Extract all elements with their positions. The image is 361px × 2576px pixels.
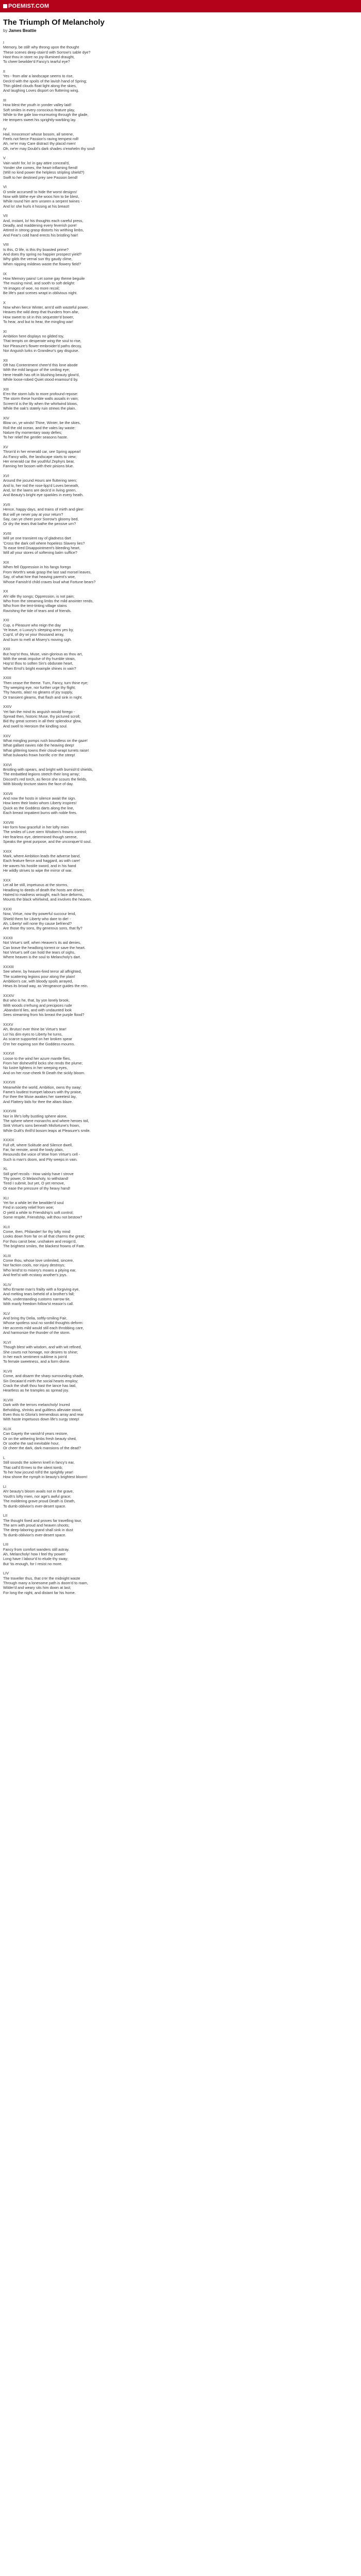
stanza-number: XXXV — [3, 1022, 13, 1027]
poem-line: How blest the youth in yonder valley laid! — [3, 103, 72, 108]
poem-line: Mounts the black whirlwind, and involves the heaven. — [3, 897, 92, 902]
poem-line: From Worth's weak grasp the last sad morsel leaves, — [3, 569, 92, 574]
poem-line: Nor in life's lofty bustling sphere alone, — [3, 1113, 68, 1118]
poem-line: Still sounds the solemn knell in fancy's ear, — [3, 1460, 75, 1465]
poem-line: And on her rose-cheek fit Death the sickly bloom. — [3, 1070, 85, 1075]
poem-line: Fanning her bosom with their pinions blue. — [3, 464, 74, 469]
poem-line: Tired I submit, but yet, O yet remove, — [3, 1181, 65, 1186]
poem-line: Ye leave, o Luxury's sleeping arms yes by, — [3, 627, 74, 632]
poem-line: Now when fierce Winter, arm'd with wasteful power, — [3, 304, 89, 310]
poem-line: Mark, where Ambition leads the adverse band, — [3, 854, 81, 859]
stanza-number: XL — [3, 1166, 8, 1172]
poem-line: Yet fain the mind its anguish would forego - — [3, 709, 75, 714]
poem-line: And swell to Heroism the kindling soul. — [3, 723, 68, 728]
stanza-number: XLII — [3, 1224, 10, 1229]
poem-line: Loose to the wind her azure mantle flies, — [3, 1056, 71, 1061]
stanza-number: XLIX — [3, 1427, 11, 1431]
poem-line: Hail, Innocence! whose bosom, all serene, — [3, 131, 74, 137]
poem-line: How shone the nymph in beauty's brightest bloom! — [3, 1475, 88, 1480]
poem-line: What glittering towns their cloud-wrapt turrets raise! — [3, 748, 89, 753]
poem-byline — [3, 28, 358, 33]
stanza-number: XXXIII — [3, 964, 14, 969]
stanza-number: XX — [3, 589, 8, 594]
poem-line: And lo, her rod the rose-lipp'd Loves beneath, — [3, 483, 79, 488]
poem-line: Sin Decaian'd mirth the social hearts employ; — [3, 1378, 78, 1383]
poem-line: And laughing Loves disport on fluttering wing. — [3, 88, 79, 93]
stanza-number: LIII — [3, 1542, 9, 1547]
poem-line: The sphere where monarchs and where heroes toil, — [3, 1118, 89, 1123]
stanza-number: LII — [3, 1513, 8, 1518]
poem-line: For long the night, and distant far his home. — [3, 1590, 76, 1595]
poem-line: With bloody tincture stains the face of day. — [3, 781, 74, 786]
poem-line: Lo! his dim eyes to Liberty he turns, — [3, 1031, 63, 1037]
poem-line: Oft has Contentment cheer'd this lone abode — [3, 363, 78, 368]
poem-line: With woods o'erhung and precipices rude — [3, 1003, 72, 1008]
poem-line: While loose-robed Quiet stood enamour'd by. — [3, 377, 78, 382]
poem-line: Roll the old ocean, and the vales lay waste: — [3, 425, 76, 430]
poem-line: He tempers sweet his sprightly-warbling lay. — [3, 117, 76, 122]
stanza-number: V — [3, 156, 6, 161]
stanza-number: LIV — [3, 1571, 9, 1576]
poem-line: To her relief the gentler seasons haste. — [3, 435, 68, 440]
stanza-number: VI — [3, 184, 7, 190]
poem-line: Feels not fierce Passion's raving tempest roll! — [3, 136, 79, 141]
poem-line: Now with blithe eye she woos him to be blest, — [3, 194, 79, 199]
logo-square-icon — [3, 4, 7, 8]
poem-line: And burn to melt at Misery's moving sigh. — [3, 637, 72, 642]
poem-line: Or cheer the dark, dark mansions of the dead? — [3, 1446, 81, 1451]
poem-line: Will ye one transient ray of gladness dart — [3, 536, 71, 541]
poem-line: When nipping mildews waste the flowery field? — [3, 261, 81, 266]
poem-line: How keen their looks whom Liberty inspires! — [3, 801, 77, 806]
poem-line: While to the gale low-murmuring through the glade, — [3, 112, 89, 117]
stanza-number: XIV — [3, 415, 9, 420]
poem-line: Sees streaming from his breast the purple flood? — [3, 1012, 85, 1018]
poem-line: Swift to her destined prey see Passion bend! — [3, 175, 78, 180]
poem-line: Come, then, Philander! for thy lofty mind — [3, 1229, 71, 1234]
stanza-number: X — [3, 300, 6, 305]
logo-text: POEMIST.COM — [8, 3, 50, 9]
site-logo[interactable] — [3, 3, 49, 9]
poem-line: Vain wish! for, lo! in gay attire conceal'd, — [3, 160, 70, 165]
poem-line: Each feature fierce and haggard, as with care! — [3, 858, 80, 863]
poem-line: Bristling with spears, and bright with burnish'd shields, — [3, 767, 93, 772]
poem-line: Say, can ye cheer poor Sorrow's gloomy bed, — [3, 517, 79, 522]
poem-line: And bring thy Delia, softly-smiling Fair, — [3, 1316, 68, 1321]
stanza-number: XVII — [3, 502, 10, 507]
poem-line: Can brave the headlong torrent or save the heart. — [3, 945, 86, 950]
poem-line: Meanwhile the world, Ambition, owns thy sway; — [3, 1084, 82, 1090]
poem-line: Ah, Liberty! will none thy cause befriend? — [3, 921, 72, 926]
poem-line: The thought fixed and proves far travelling tour, — [3, 1518, 82, 1523]
stanza-number: I — [3, 40, 5, 45]
stanza-number: XV — [3, 444, 8, 449]
stanza-number: XLIV — [3, 1282, 11, 1287]
poem-line: Far, far remote, amid the lowly plain, — [3, 1147, 64, 1153]
stanza-number: XXV — [3, 733, 11, 738]
poem-line: Why gilds the vernal sun thy gaudy clime, — [3, 257, 73, 262]
poem-line: Speaks the great purpose, and the unconquer'd soul. — [3, 839, 92, 844]
stanza-number: XXXVII — [3, 1080, 15, 1085]
poem-line: Each breast impatient burns with noble fires. — [3, 810, 77, 815]
poem-line: To cheer bewilder'd Fancy's tearful eye? — [3, 59, 70, 64]
poem-line: These scenes deep-stain'd with Sorrow's sable dye? — [3, 49, 91, 55]
poem-line: Deck'd with the spoils of the lavish hand of Spring; — [3, 78, 87, 83]
poem-line: And feel'st with ecstasy another's joys. — [3, 1273, 68, 1277]
stanza-number: XIII — [3, 386, 9, 392]
stanza-number: XXVI — [3, 762, 12, 767]
poem-line: Soft smiles in every conscious feature play, — [3, 107, 75, 112]
stanza-number: VIII — [3, 242, 9, 247]
stanza-number: XII — [3, 358, 8, 363]
poem-line: Who from the streaming limbs the mild anointer rends, — [3, 598, 94, 603]
poem-line: To hear, and but to hear, the mingling war! — [3, 319, 73, 324]
poem-line: What gallant navies ride the heaving deep! — [3, 743, 74, 748]
poem-line: O'er her expiring son the Goddess mourns. — [3, 1041, 75, 1046]
poem-line: As Fancy wills, the landscape starts to view; — [3, 454, 77, 459]
poem-line: Not Virtue's self can hold the tears of sighs, — [3, 950, 75, 955]
poem-line: Or transient gleams, that flash and sink in night. — [3, 694, 83, 700]
poem-line: Quick as the Goddess darts along the line, — [3, 805, 74, 810]
poem-line: Say, of what hire that heaving parent's woe, — [3, 574, 76, 580]
poem-line: Her emerald car the youthful Zephyrs bear, — [3, 459, 75, 464]
stanza-number: XXXIX — [3, 1138, 14, 1143]
poem-line: See where, by heaven-fired terror all affrighted, — [3, 969, 82, 974]
poem-line: Hast thou in store no joy-illumined draught, — [3, 55, 75, 60]
poem-line: Screen'd is the lily when the whirlwind blows, — [3, 401, 78, 406]
poem-line: The scattering legions pour along the plain! — [3, 974, 75, 979]
poem-line: O smile accursed! to hide the worst designs! — [3, 189, 77, 194]
poem-line: She courts not homage, nor desires to shine; — [3, 1349, 78, 1354]
poem-line: E'en the storm lulls to more profound repose: — [3, 392, 78, 397]
poem-line: Nor Pleasure's flower-embroider'd paths decoy, — [3, 343, 82, 348]
stanza-number: IX — [3, 271, 7, 276]
stanza-number: VII — [3, 213, 8, 218]
poem-line: The deep-laboring grand shall sink in dust — [3, 1528, 73, 1533]
poem-line: With the weak impulse of thy humble strain, — [3, 656, 76, 661]
poem-line: Sink Virtue's sons beneath Misfortune's frown, — [3, 1123, 80, 1128]
stanza-number: XXXI — [3, 906, 12, 911]
poem-line: Now, Virtue, now thy powerful succour lend, — [3, 911, 76, 917]
poem-line: Nature thy momentary sway defies; — [3, 430, 62, 435]
poem-line: Cup, o Pleasure who reign the day — [3, 622, 61, 628]
poem-line: While the oak's stately ruin strews the plain. — [3, 406, 76, 411]
poem-line: No lustre lightens in her weeping eyes, — [3, 1065, 68, 1071]
poem-line: To ease tired Disappointment's bleeding heart, — [3, 546, 80, 551]
poem-line: What bulwarks frown horrific o'er the steep! — [3, 752, 75, 757]
poem-line: The musing mind, and sooth to soft delight: — [3, 281, 75, 286]
poem-line: Or on the withering limbs fresh beauty shed, — [3, 1436, 77, 1441]
poem-line: And melting tears beheld of a brother's fall; — [3, 1292, 75, 1297]
poem-line: Where heaven is the soul to Melancholy's dart. — [3, 955, 81, 960]
poem-line: Her form how graceful! in her lofty mien — [3, 825, 69, 830]
poem-line: Ah, Brutus! ever thine be Virtue's tear! — [3, 1027, 67, 1032]
stanza-number: XIX — [3, 560, 9, 565]
poem-line: Ah! beauty's bloom avails not in the grave, — [3, 1489, 74, 1494]
poem-line: Ah, Melancholy! how I feel thy power! — [3, 1551, 65, 1556]
poem-line: Some respite, Friendship, wilt thou not bestow? — [3, 1214, 83, 1219]
poem-line: Fancy from comfort wanders still astray. — [3, 1547, 70, 1552]
poem-line: Who from the tent-tinting village stains — [3, 603, 67, 608]
stanza-number: III — [3, 98, 7, 103]
poem-line: Ambition's car, with bloody spoils arrayed, — [3, 979, 73, 984]
poem-line: Shield them for Liberty who dare to die! - — [3, 916, 71, 921]
poem-line: From her dishevell'd locks she rends the plume; — [3, 1060, 83, 1065]
poem-line: Blow on, ye winds! Thine, Winter, be the skies, — [3, 420, 81, 426]
poem-line: That call'd Ermes to the silent tomb; — [3, 1465, 63, 1470]
poem-line: For thou canst bear, unshaken and resign'd, — [3, 1239, 77, 1244]
poem-line: Heartless as he tramples as spread joy. — [3, 1388, 69, 1393]
poem-line: Deadly, and maddening every feverish pore! — [3, 223, 77, 228]
poem-line: Cup'd, of dry wi your thousand array, — [3, 632, 64, 637]
poem-line: He waves his hostile sword, and in his hand — [3, 863, 76, 868]
poem-line: Or dry the tears that bathe the pensive urn? — [3, 521, 76, 527]
poem-line: Such is man's doom, and Pity weeps in vain. — [3, 1157, 78, 1162]
poem-line: And does thy spring no happier prospect yield? — [3, 252, 82, 257]
poem-line: Around the jocund Hours are fluttering seen; — [3, 478, 77, 483]
poem-line: Ambition here displays no gilded toy, — [3, 333, 64, 338]
poem-line: 'Cross the dark cell where hopeless Slavery lies? — [3, 540, 85, 546]
poem-line: To female sweetness, and a form divine. — [3, 1359, 71, 1364]
stanza-number: XLVII — [3, 1368, 12, 1374]
poem-title: The Triumph Of Melancholy — [3, 18, 105, 27]
poem-line: Her accents mild would still each throbbing care, — [3, 1325, 84, 1330]
poem-line: Headlong to deeds of death the hosts are driven; — [3, 887, 85, 892]
poem-line: Yes - from afar a landscape seems to rise, — [3, 74, 74, 79]
poem-line: And now the hosts in silence await the sign. — [3, 795, 76, 801]
poem-line: And Beauty's bright eye sparkles in every heath. — [3, 493, 84, 498]
poem-line: Here Health has oft in blushing beauty glow'd, — [3, 372, 80, 377]
stanza-number: XLVI — [3, 1340, 11, 1345]
poem-line: Wilder'd and weary sits him down at last; — [3, 1585, 71, 1590]
poem-line: Thy haunts, alas! no gleams of joy supply, — [3, 690, 73, 695]
poem-line: Then cease the theme. Turn, Fancy, turn thine eye; — [3, 680, 88, 685]
poem-line: Looks down from far on all that charms the great; — [3, 1234, 85, 1239]
poem-line: And lo! she hurls it hissing at his breast! — [3, 204, 70, 209]
poem-line: Youth's lofty mien, nor age's awful grace; — [3, 1494, 71, 1499]
stanza-number: XLV — [3, 1311, 10, 1316]
poem-line: And Flattery bids for thee the altars blaze. — [3, 1099, 73, 1104]
poem-line: Hop'st thou to soften Sin's obdurate heart, — [3, 661, 73, 666]
poem-container — [0, 18, 361, 1595]
poem-line: When fell Oppression in his fangs forego — [3, 565, 71, 570]
poem-line: The traveller thus, that o'er the midnight waste — [3, 1575, 80, 1581]
poem-line: Who lend'st to misery's moans a pitying ear, — [3, 1267, 76, 1273]
poem-line: As scarce supported on her broken spear — [3, 1037, 72, 1042]
poem-line: Whose spotless soul no sordid thoughts deform: — [3, 1320, 84, 1326]
poem-line: Hence, happy days, and trains of mirth and glee: — [3, 507, 84, 512]
poem-line: Ye images of woe, no more recoil; — [3, 285, 60, 291]
stanza-number: XXXIV — [3, 993, 14, 998]
stanza-number: IV — [3, 127, 7, 132]
poem-line: Hews its broad way, as Vengeance guides the rein. — [3, 984, 88, 989]
poem-line: Even thou to Gloria's tremendous array and rear — [3, 1412, 84, 1417]
poem-line: The embattled legions stretch their long array; — [3, 772, 80, 777]
poem-line: And, lo! the lawns are deck'd in living green, — [3, 487, 77, 493]
poem-line: With haste impetuous down life's surgy steep! — [3, 1417, 79, 1422]
stanza-number: XXIX — [3, 849, 12, 854]
stanza-number: XXVIII — [3, 820, 14, 825]
stanza-number: XLVIII — [3, 1397, 13, 1402]
poem-line: Still grief recoils - How vainly have I strove — [3, 1171, 74, 1176]
poem-line: Discord's red torch, as fierce she scours the fields, — [3, 776, 87, 782]
poem-line: Resounds the voice of Woe from Virtue's cell - — [3, 1152, 80, 1157]
poem-line: With manly freedom follow'st reason's call. — [3, 1301, 74, 1307]
poem-line: Or ease the pressure of thy heavy hand! — [3, 1185, 71, 1191]
poem-line: O yield a while to Friendship's soft control; — [3, 1210, 74, 1215]
poem-line: The storm these humble walls assails in vain; — [3, 396, 79, 401]
stanza-number: II — [3, 69, 6, 74]
poem-line: ,Abandon'd lies, and with undaunted look — [3, 1008, 72, 1013]
poem-line: Can Gayety the vanish'd years restore, — [3, 1431, 68, 1436]
stanza-number: XXX — [3, 877, 11, 883]
stanza-number: LI — [3, 1484, 7, 1489]
poem-line: The arm with proud and heaven shoots; — [3, 1522, 70, 1528]
poem-line: Or soothe the sad inevitable hour, — [3, 1441, 60, 1446]
poem-line: The brightest smiles, the blackest frowns of Fate. — [3, 1243, 85, 1248]
poem-line: With the mild languor of the smiling eye; — [3, 367, 70, 372]
poem-line: To her how jocund roll'd the sprightly year! — [3, 1470, 74, 1475]
poem-line: Who Errante man's frailty with a forgiving eye, — [3, 1287, 80, 1292]
poem-line: Thin gilded clouds float light along the skies, — [3, 83, 77, 89]
poem-line: Beholding, shrinks and guiltless alleviate stood, — [3, 1407, 82, 1412]
poem-line: Ravishing the tide of tears and of friends. — [3, 608, 72, 613]
poem-line: Thy weeping eye, nor further urge thy flight; — [3, 685, 76, 690]
poem-line: Will all your stores of softening balm suffice? — [3, 550, 77, 555]
poem-line: Come, and disarm the sharp surrounding shade, — [3, 1374, 84, 1379]
stanza-number: XVIII — [3, 531, 11, 536]
poem-line: Ah! idle thy songs; Oppression, is not pain; — [3, 594, 75, 599]
poem-line: Yonder she comes, the heart-inflaming fiend! — [3, 165, 78, 170]
poem-line: That tempts on desperate wing the soul to rise, — [3, 338, 81, 344]
poem-line: Yet for a while let the bewilder'd soul — [3, 1200, 64, 1205]
poem-line: (Will no kind power the helpless stripling shield?) — [3, 170, 85, 175]
stanza-number: XLI — [3, 1195, 9, 1200]
poem-line: To dumb oblivion's ever-desert space. — [3, 1503, 67, 1509]
poem-line: Not Virtue's self, when Heaven's its aid denies, — [3, 940, 81, 945]
poem-line: Nor Anguish lurks in Grandeur's gay disguise. — [3, 348, 79, 353]
poem-line: Fame's loudest trumpet labours with thy praise, — [3, 1089, 82, 1094]
poem-line: While round him arm unseen a serpent twines - — [3, 199, 82, 204]
poem-line: For thee the Muse awakes her sweetest lay, — [3, 1094, 77, 1099]
poem-line: To dumb oblivion's ever-desert space. — [3, 1532, 67, 1537]
poem-line: But 'tis enough, for I resist no more. — [3, 1561, 62, 1566]
poem-line: Come thou, whose love unlimited, sincere, — [3, 1258, 74, 1263]
poem-line: The moldering grave proud Death is Death, — [3, 1499, 75, 1504]
poem-line: The smiles of Love stern Wisdom's frowns control; — [3, 829, 87, 835]
stanza-number: XXXII — [3, 935, 13, 940]
poem-line: Thron'd in her emerald car, see Spring appear! — [3, 449, 81, 454]
poem-line: Be life's past scenes wrapt in oblivious night. — [3, 290, 78, 295]
poem-line: In her each sentiment sublime is join'd — [3, 1354, 67, 1359]
poem-line: Through many a lonesome path is doom'd to roam, — [3, 1581, 88, 1585]
poem-line: Long have I labour'd to elude thy sway; — [3, 1556, 69, 1562]
stanza-number: XXIII — [3, 675, 11, 681]
poem-line: But hop'st thou, Muse, vain-glorious as thou art, — [3, 651, 83, 656]
poem-line: Spread then, historic Muse, thy pictured scroll; — [3, 714, 80, 719]
stanza-number: XXII — [3, 647, 10, 652]
poem-body — [3, 40, 358, 1595]
stanza-number: XVI — [3, 473, 9, 478]
stanza-number: XXXVIII — [3, 1109, 17, 1114]
poem-line: How sweet to sit in this sequester'd bower, — [3, 314, 74, 319]
poem-line: Memory, be still! why throng upon the thought — [3, 45, 79, 50]
stanza-number: XXXVI — [3, 1051, 14, 1056]
stanza-number: XXIV — [3, 704, 12, 709]
site-header — [0, 0, 361, 12]
poem-line: Hatred to madness wrought, each face deforms, — [3, 892, 84, 897]
poem-line: Is this, O life, is this thy boasted prime? — [3, 247, 69, 252]
poem-line: Ah, ne'er may Care distract thy placid mien! — [3, 141, 76, 146]
poem-line: Attired in strong grasp distorts his writhing limbs, — [3, 228, 84, 233]
stanza-number: XI — [3, 329, 7, 334]
byline-prefix: by — [3, 28, 8, 33]
poem-line: Full oft, where Solitude and Silence dwell, — [3, 1142, 73, 1147]
poem-line: But who is he, that, by yon lonely brook, — [3, 998, 70, 1003]
stanza-number: XXI — [3, 618, 9, 623]
poem-line: When Errol's bright example shines in vain? — [3, 666, 76, 671]
stanza-number: XXVII — [3, 791, 13, 796]
poem-author[interactable]: James Beattie — [8, 28, 37, 33]
stanza-number: L — [3, 1455, 6, 1461]
poem-line: And Fear's cold hand erects his bristling hair! — [3, 232, 78, 238]
poem-line: He wildly strives to wipe the mirror of war. — [3, 868, 73, 873]
poem-line: Oh, ne'er may Doubt's dark shades o'erwhelm thy soul! — [3, 146, 95, 151]
poem-line: Heaves the wild deep that thunders from afar, — [3, 310, 79, 315]
poem-line: While Guilt's thrill'd bosom leaps at Pleasure's smile. — [3, 1128, 91, 1133]
poem-line: Bid thy great scenes in all their splendour glow, — [3, 719, 82, 724]
poem-line: But will ye never pay at your return? — [3, 512, 63, 517]
poem-line: Though blest with wisdom, and with wit refined, — [3, 1345, 82, 1350]
poem-line: Her fearless eye, determined though serene, — [3, 834, 78, 839]
poem-line: Thy power, O Melancholy, to withstand! — [3, 1176, 69, 1181]
poem-line: Who, understanding customs narrow tie, — [3, 1296, 71, 1301]
poem-line: And, instant, lo! his thoughts each careful press, — [3, 218, 84, 223]
poem-line: Find in society relief from woe; — [3, 1205, 54, 1210]
stanza-number: XLIII — [3, 1253, 11, 1258]
poem-line: And harmonize the thunder of the storm. — [3, 1330, 71, 1335]
poem-line: Are those thy sons, thy generous sons, that fly? — [3, 926, 83, 931]
poem-line: Dark with the terrors melancholy! Inured — [3, 1402, 70, 1408]
poem-line: How Memory pains! Let some gay theme beguile — [3, 276, 85, 281]
poem-line: Nor faction cools, nor injury destroys; — [3, 1263, 65, 1268]
poem-line: Crack the shaft thou hast the lance has laid, — [3, 1383, 76, 1388]
poem-line: What mingling pomps rush boundless on the gaze! — [3, 738, 88, 743]
poem-line: Whose Famish'd child craves loud what Fortune bears? — [3, 579, 96, 584]
poem-line: Let all be still, impetuous at the storms, — [3, 883, 69, 888]
